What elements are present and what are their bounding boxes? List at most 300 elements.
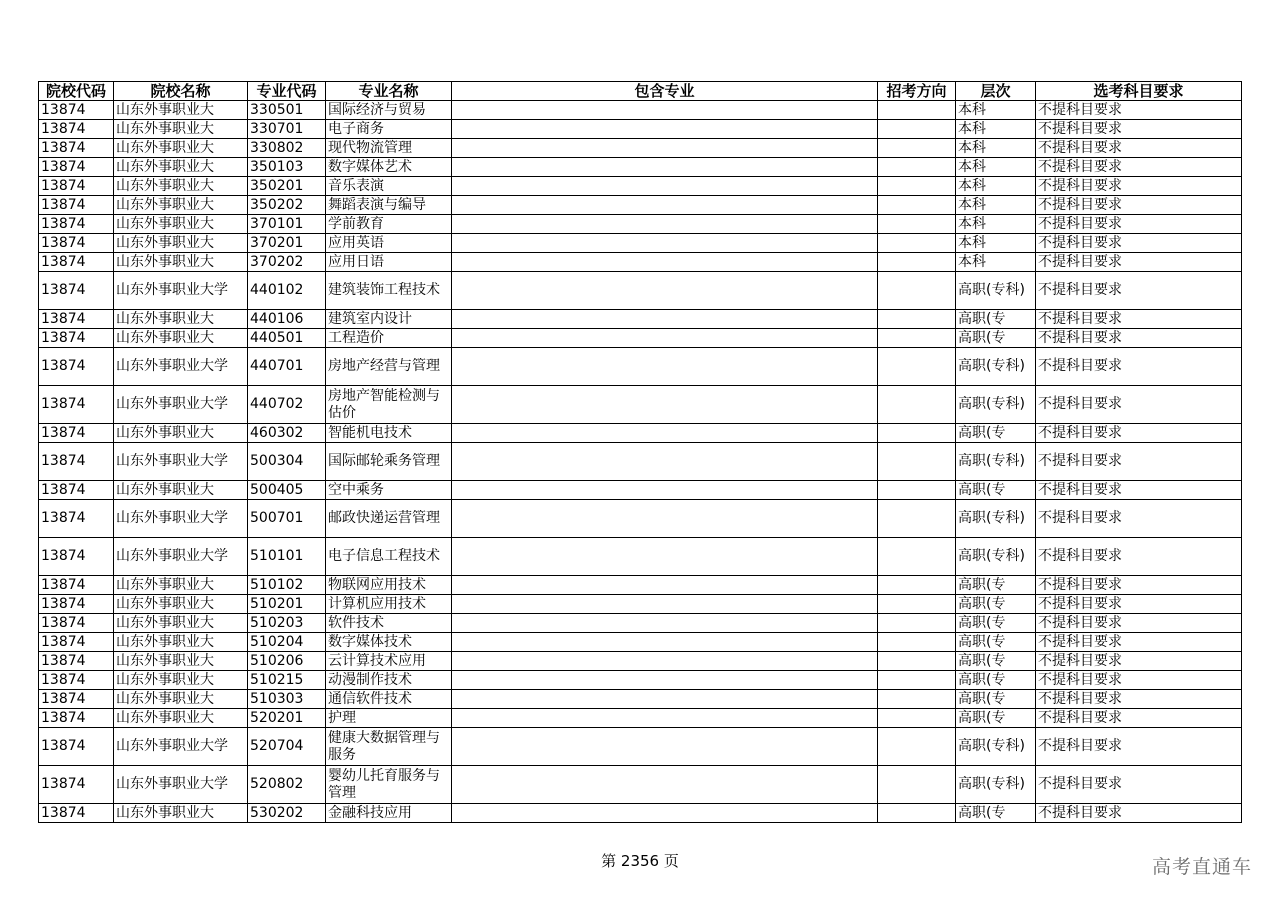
table-row bbox=[39, 652, 1242, 671]
cell-included-majors bbox=[452, 101, 878, 120]
cell-level: 高职(专 bbox=[956, 709, 1036, 728]
cell-direction bbox=[878, 101, 956, 120]
cell-school-code: 13874 bbox=[39, 576, 114, 595]
cell-direction bbox=[878, 158, 956, 177]
cell-included-majors bbox=[452, 690, 878, 709]
cell-level bbox=[956, 272, 1036, 310]
cell-school-name: 山东外事职业大 bbox=[114, 234, 248, 253]
cell-major-code: 520201 bbox=[248, 709, 326, 728]
table-row bbox=[39, 538, 1242, 576]
cell-level: 高职(专 bbox=[956, 804, 1036, 823]
cell-school-name-text: 山东外事职业大学 bbox=[116, 358, 228, 374]
cell-major-code: 330802 bbox=[248, 139, 326, 158]
cell-major-name bbox=[326, 500, 452, 538]
cell-major-name: 软件技术 bbox=[326, 614, 452, 633]
cell-school-name: 山东外事职业大 bbox=[114, 709, 248, 728]
cell-major-code: 440102 bbox=[248, 272, 326, 310]
table-row bbox=[39, 424, 1242, 443]
cell-included-majors bbox=[452, 538, 878, 576]
cell-school-name-text: 山东外事职业大学 bbox=[116, 548, 228, 564]
cell-major-name: 空中乘务 bbox=[326, 481, 452, 500]
cell-major-name bbox=[326, 728, 452, 766]
cell-major-name: 电子商务 bbox=[326, 120, 452, 139]
cell-level: 本科 bbox=[956, 120, 1036, 139]
cell-major-name-text: 国际邮轮乘务管理 bbox=[328, 453, 440, 469]
cell-included-majors bbox=[452, 272, 878, 310]
page-number: 第 2356 页 bbox=[601, 852, 679, 870]
cell-major-name: 金融科技应用 bbox=[326, 804, 452, 823]
table-row bbox=[39, 253, 1242, 272]
cell-school-code: 13874 bbox=[39, 671, 114, 690]
cell-level bbox=[956, 500, 1036, 538]
cell-subject-requirement: 不提科目要求 bbox=[1036, 424, 1242, 443]
cell-subject-requirement: 不提科目要求 bbox=[1036, 310, 1242, 329]
cell-major-name: 云计算技术应用 bbox=[326, 652, 452, 671]
cell-included-majors bbox=[452, 595, 878, 614]
cell-school-code: 13874 bbox=[39, 139, 114, 158]
cell-major-code: 510102 bbox=[248, 576, 326, 595]
table-row bbox=[39, 272, 1242, 310]
cell-school-code: 13874 bbox=[39, 386, 114, 424]
cell-direction bbox=[878, 329, 956, 348]
cell-major-code: 500304 bbox=[248, 443, 326, 481]
cell-level: 本科 bbox=[956, 234, 1036, 253]
cell-direction bbox=[878, 120, 956, 139]
cell-level-text: 高职(专科) bbox=[958, 282, 1025, 298]
cell-direction bbox=[878, 424, 956, 443]
cell-major-name: 数字媒体技术 bbox=[326, 633, 452, 652]
cell-major-name-text: 房地产智能检测与估价 bbox=[328, 387, 440, 421]
cell-major-name: 物联网应用技术 bbox=[326, 576, 452, 595]
cell-major-name bbox=[326, 766, 452, 804]
cell-subject-requirement: 不提科目要求 bbox=[1036, 272, 1242, 310]
cell-major-name-text: 邮政快递运营管理 bbox=[328, 510, 440, 526]
cell-level: 高职(专 bbox=[956, 310, 1036, 329]
cell-direction bbox=[878, 652, 956, 671]
cell-major-name: 国际经济与贸易 bbox=[326, 101, 452, 120]
cell-school-code: 13874 bbox=[39, 652, 114, 671]
cell-major-code: 440106 bbox=[248, 310, 326, 329]
cell-major-name bbox=[326, 386, 452, 424]
cell-school-name: 山东外事职业大 bbox=[114, 177, 248, 196]
cell-school-code: 13874 bbox=[39, 500, 114, 538]
cell-direction bbox=[878, 614, 956, 633]
cell-direction bbox=[878, 253, 956, 272]
cell-school-code: 13874 bbox=[39, 253, 114, 272]
cell-level: 高职(专 bbox=[956, 652, 1036, 671]
cell-included-majors bbox=[452, 139, 878, 158]
cell-school-code: 13874 bbox=[39, 728, 114, 766]
cell-subject-requirement: 不提科目要求 bbox=[1036, 234, 1242, 253]
majors-table bbox=[38, 81, 1242, 823]
cell-direction bbox=[878, 215, 956, 234]
cell-major-code: 370101 bbox=[248, 215, 326, 234]
cell-school-name: 山东外事职业大 bbox=[114, 196, 248, 215]
cell-major-code: 530202 bbox=[248, 804, 326, 823]
cell-level bbox=[956, 728, 1036, 766]
cell-school-name: 山东外事职业大 bbox=[114, 576, 248, 595]
table-row bbox=[39, 348, 1242, 386]
cell-major-code: 460302 bbox=[248, 424, 326, 443]
cell-subject-requirement: 不提科目要求 bbox=[1036, 500, 1242, 538]
cell-level-text: 高职(专科) bbox=[958, 453, 1025, 469]
cell-direction bbox=[878, 690, 956, 709]
cell-level: 高职(专 bbox=[956, 481, 1036, 500]
cell-school-code: 13874 bbox=[39, 101, 114, 120]
header-subject-requirement: 选考科目要求 bbox=[1036, 82, 1242, 101]
cell-school-code: 13874 bbox=[39, 310, 114, 329]
cell-subject-requirement: 不提科目要求 bbox=[1036, 804, 1242, 823]
cell-major-code: 350201 bbox=[248, 177, 326, 196]
table-row bbox=[39, 576, 1242, 595]
cell-included-majors bbox=[452, 196, 878, 215]
cell-included-majors bbox=[452, 481, 878, 500]
table-row bbox=[39, 101, 1242, 120]
cell-major-name bbox=[326, 272, 452, 310]
cell-school-code: 13874 bbox=[39, 595, 114, 614]
cell-direction bbox=[878, 709, 956, 728]
cell-major-name: 舞蹈表演与编导 bbox=[326, 196, 452, 215]
cell-subject-requirement: 不提科目要求 bbox=[1036, 158, 1242, 177]
cell-direction bbox=[878, 671, 956, 690]
cell-school-code: 13874 bbox=[39, 329, 114, 348]
watermark-logo: 高考直通车 bbox=[1151, 856, 1252, 878]
cell-level: 本科 bbox=[956, 139, 1036, 158]
cell-school-name-text: 山东外事职业大学 bbox=[116, 453, 228, 469]
cell-subject-requirement: 不提科目要求 bbox=[1036, 215, 1242, 234]
cell-school-name bbox=[114, 272, 248, 310]
cell-level-text: 高职(专科) bbox=[958, 548, 1025, 564]
cell-major-name: 音乐表演 bbox=[326, 177, 452, 196]
cell-subject-requirement: 不提科目要求 bbox=[1036, 120, 1242, 139]
table-row bbox=[39, 709, 1242, 728]
cell-level bbox=[956, 766, 1036, 804]
cell-included-majors bbox=[452, 443, 878, 481]
cell-level bbox=[956, 538, 1036, 576]
cell-level bbox=[956, 386, 1036, 424]
cell-major-name bbox=[326, 348, 452, 386]
cell-level: 本科 bbox=[956, 196, 1036, 215]
cell-subject-requirement: 不提科目要求 bbox=[1036, 690, 1242, 709]
cell-level: 高职(专 bbox=[956, 595, 1036, 614]
cell-direction bbox=[878, 595, 956, 614]
table-row bbox=[39, 614, 1242, 633]
table-row bbox=[39, 158, 1242, 177]
cell-major-code: 520704 bbox=[248, 728, 326, 766]
cell-subject-requirement: 不提科目要求 bbox=[1036, 652, 1242, 671]
cell-school-code: 13874 bbox=[39, 234, 114, 253]
cell-included-majors bbox=[452, 804, 878, 823]
cell-school-name-text: 山东外事职业大学 bbox=[116, 738, 228, 754]
cell-direction bbox=[878, 766, 956, 804]
cell-major-code: 510215 bbox=[248, 671, 326, 690]
table-row bbox=[39, 728, 1242, 766]
cell-major-code: 510206 bbox=[248, 652, 326, 671]
cell-school-code: 13874 bbox=[39, 272, 114, 310]
cell-subject-requirement: 不提科目要求 bbox=[1036, 177, 1242, 196]
cell-level-text: 高职(专科) bbox=[958, 738, 1025, 754]
cell-school-name bbox=[114, 386, 248, 424]
cell-direction bbox=[878, 386, 956, 424]
cell-level: 本科 bbox=[956, 215, 1036, 234]
cell-direction bbox=[878, 728, 956, 766]
cell-direction bbox=[878, 500, 956, 538]
cell-major-code: 510204 bbox=[248, 633, 326, 652]
cell-major-code: 510203 bbox=[248, 614, 326, 633]
cell-level: 高职(专 bbox=[956, 633, 1036, 652]
cell-school-code: 13874 bbox=[39, 481, 114, 500]
cell-included-majors bbox=[452, 424, 878, 443]
cell-school-name-text: 山东外事职业大学 bbox=[116, 396, 228, 412]
cell-major-code: 500405 bbox=[248, 481, 326, 500]
cell-major-code: 350202 bbox=[248, 196, 326, 215]
cell-school-name: 山东外事职业大 bbox=[114, 158, 248, 177]
cell-level bbox=[956, 348, 1036, 386]
cell-included-majors bbox=[452, 234, 878, 253]
cell-subject-requirement: 不提科目要求 bbox=[1036, 766, 1242, 804]
table-row bbox=[39, 804, 1242, 823]
cell-school-name: 山东外事职业大 bbox=[114, 595, 248, 614]
cell-direction bbox=[878, 538, 956, 576]
header-row bbox=[39, 82, 1242, 101]
cell-school-name: 山东外事职业大 bbox=[114, 310, 248, 329]
cell-included-majors bbox=[452, 728, 878, 766]
cell-major-name-text: 健康大数据管理与服务 bbox=[328, 729, 440, 763]
cell-subject-requirement: 不提科目要求 bbox=[1036, 538, 1242, 576]
cell-school-name: 山东外事职业大 bbox=[114, 139, 248, 158]
cell-level-text: 高职(专科) bbox=[958, 358, 1025, 374]
cell-included-majors bbox=[452, 215, 878, 234]
header-level: 层次 bbox=[956, 82, 1036, 101]
cell-level-text: 高职(专科) bbox=[958, 396, 1025, 412]
cell-level: 本科 bbox=[956, 253, 1036, 272]
cell-major-name bbox=[326, 538, 452, 576]
cell-level: 高职(专 bbox=[956, 690, 1036, 709]
cell-direction bbox=[878, 177, 956, 196]
cell-school-code: 13874 bbox=[39, 690, 114, 709]
cell-school-name: 山东外事职业大 bbox=[114, 614, 248, 633]
cell-major-code: 510101 bbox=[248, 538, 326, 576]
cell-included-majors bbox=[452, 614, 878, 633]
table-row bbox=[39, 215, 1242, 234]
cell-included-majors bbox=[452, 671, 878, 690]
cell-major-name-text: 婴幼儿托育服务与管理 bbox=[328, 767, 440, 801]
cell-included-majors bbox=[452, 500, 878, 538]
cell-included-majors bbox=[452, 348, 878, 386]
cell-school-code: 13874 bbox=[39, 443, 114, 481]
cell-included-majors bbox=[452, 253, 878, 272]
cell-school-code: 13874 bbox=[39, 538, 114, 576]
cell-direction bbox=[878, 139, 956, 158]
cell-major-name: 计算机应用技术 bbox=[326, 595, 452, 614]
cell-major-name: 现代物流管理 bbox=[326, 139, 452, 158]
cell-level: 高职(专 bbox=[956, 424, 1036, 443]
cell-level-text: 高职(专科) bbox=[958, 510, 1025, 526]
cell-major-name: 数字媒体艺术 bbox=[326, 158, 452, 177]
table-row bbox=[39, 139, 1242, 158]
cell-school-code: 13874 bbox=[39, 196, 114, 215]
cell-major-name: 通信软件技术 bbox=[326, 690, 452, 709]
cell-included-majors bbox=[452, 158, 878, 177]
cell-school-name: 山东外事职业大 bbox=[114, 481, 248, 500]
cell-direction bbox=[878, 272, 956, 310]
cell-included-majors bbox=[452, 177, 878, 196]
cell-level: 高职(专 bbox=[956, 614, 1036, 633]
cell-major-name: 应用英语 bbox=[326, 234, 452, 253]
cell-subject-requirement: 不提科目要求 bbox=[1036, 329, 1242, 348]
cell-school-name bbox=[114, 500, 248, 538]
cell-school-code: 13874 bbox=[39, 348, 114, 386]
cell-direction bbox=[878, 348, 956, 386]
cell-school-code: 13874 bbox=[39, 614, 114, 633]
cell-school-code: 13874 bbox=[39, 177, 114, 196]
cell-included-majors bbox=[452, 652, 878, 671]
cell-subject-requirement: 不提科目要求 bbox=[1036, 595, 1242, 614]
cell-major-code: 440501 bbox=[248, 329, 326, 348]
cell-major-code: 500701 bbox=[248, 500, 326, 538]
table-body bbox=[39, 101, 1242, 823]
cell-school-name: 山东外事职业大 bbox=[114, 690, 248, 709]
cell-included-majors bbox=[452, 633, 878, 652]
cell-school-name bbox=[114, 728, 248, 766]
cell-level: 本科 bbox=[956, 101, 1036, 120]
cell-school-name: 山东外事职业大 bbox=[114, 652, 248, 671]
cell-subject-requirement: 不提科目要求 bbox=[1036, 633, 1242, 652]
cell-major-code: 330701 bbox=[248, 120, 326, 139]
cell-direction bbox=[878, 481, 956, 500]
cell-school-name bbox=[114, 348, 248, 386]
cell-major-name-text: 建筑装饰工程技术 bbox=[328, 282, 440, 298]
cell-major-code: 330501 bbox=[248, 101, 326, 120]
cell-subject-requirement: 不提科目要求 bbox=[1036, 196, 1242, 215]
cell-direction bbox=[878, 443, 956, 481]
cell-level: 高职(专 bbox=[956, 576, 1036, 595]
cell-subject-requirement: 不提科目要求 bbox=[1036, 728, 1242, 766]
cell-school-code: 13874 bbox=[39, 633, 114, 652]
cell-school-name: 山东外事职业大 bbox=[114, 804, 248, 823]
cell-subject-requirement: 不提科目要求 bbox=[1036, 101, 1242, 120]
cell-direction bbox=[878, 576, 956, 595]
cell-included-majors bbox=[452, 310, 878, 329]
cell-level: 本科 bbox=[956, 158, 1036, 177]
cell-direction bbox=[878, 234, 956, 253]
cell-major-code: 520802 bbox=[248, 766, 326, 804]
header-school-code: 院校代码 bbox=[39, 82, 114, 101]
cell-school-code: 13874 bbox=[39, 158, 114, 177]
cell-school-code: 13874 bbox=[39, 120, 114, 139]
table-row bbox=[39, 310, 1242, 329]
table-row bbox=[39, 633, 1242, 652]
cell-school-name bbox=[114, 443, 248, 481]
table-row bbox=[39, 329, 1242, 348]
cell-school-name: 山东外事职业大 bbox=[114, 424, 248, 443]
table-row bbox=[39, 500, 1242, 538]
table-row bbox=[39, 386, 1242, 424]
table-row bbox=[39, 690, 1242, 709]
cell-major-name: 学前教育 bbox=[326, 215, 452, 234]
cell-major-name: 建筑室内设计 bbox=[326, 310, 452, 329]
cell-major-code: 440701 bbox=[248, 348, 326, 386]
cell-major-code: 510303 bbox=[248, 690, 326, 709]
cell-school-name-text: 山东外事职业大学 bbox=[116, 510, 228, 526]
header-major-code: 专业代码 bbox=[248, 82, 326, 101]
cell-school-name: 山东外事职业大 bbox=[114, 633, 248, 652]
cell-included-majors bbox=[452, 576, 878, 595]
header-school-name: 院校名称 bbox=[114, 82, 248, 101]
cell-subject-requirement: 不提科目要求 bbox=[1036, 348, 1242, 386]
cell-school-name-text: 山东外事职业大学 bbox=[116, 282, 228, 298]
header-major-name: 专业名称 bbox=[326, 82, 452, 101]
table-row bbox=[39, 120, 1242, 139]
table-row bbox=[39, 196, 1242, 215]
cell-subject-requirement: 不提科目要求 bbox=[1036, 671, 1242, 690]
cell-major-name: 护理 bbox=[326, 709, 452, 728]
cell-school-name bbox=[114, 538, 248, 576]
cell-school-code: 13874 bbox=[39, 766, 114, 804]
cell-included-majors bbox=[452, 766, 878, 804]
cell-subject-requirement: 不提科目要求 bbox=[1036, 576, 1242, 595]
cell-major-name-text: 房地产经营与管理 bbox=[328, 358, 440, 374]
cell-major-name bbox=[326, 443, 452, 481]
cell-school-name: 山东外事职业大 bbox=[114, 101, 248, 120]
cell-major-code: 370202 bbox=[248, 253, 326, 272]
table-row bbox=[39, 671, 1242, 690]
cell-level: 高职(专 bbox=[956, 671, 1036, 690]
cell-major-code: 370201 bbox=[248, 234, 326, 253]
cell-level-text: 高职(专科) bbox=[958, 776, 1025, 792]
table-row bbox=[39, 177, 1242, 196]
header-direction: 招考方向 bbox=[878, 82, 956, 101]
table-row bbox=[39, 443, 1242, 481]
cell-major-code: 440702 bbox=[248, 386, 326, 424]
cell-major-name: 动漫制作技术 bbox=[326, 671, 452, 690]
cell-school-code: 13874 bbox=[39, 215, 114, 234]
cell-level: 高职(专 bbox=[956, 329, 1036, 348]
cell-major-code: 510201 bbox=[248, 595, 326, 614]
cell-major-name: 智能机电技术 bbox=[326, 424, 452, 443]
cell-school-name: 山东外事职业大 bbox=[114, 671, 248, 690]
cell-school-code: 13874 bbox=[39, 424, 114, 443]
cell-subject-requirement: 不提科目要求 bbox=[1036, 253, 1242, 272]
cell-major-name: 工程造价 bbox=[326, 329, 452, 348]
cell-direction bbox=[878, 633, 956, 652]
cell-school-name bbox=[114, 766, 248, 804]
cell-direction bbox=[878, 196, 956, 215]
cell-school-name: 山东外事职业大 bbox=[114, 253, 248, 272]
cell-major-name-text: 电子信息工程技术 bbox=[328, 548, 440, 564]
cell-subject-requirement: 不提科目要求 bbox=[1036, 614, 1242, 633]
cell-school-code: 13874 bbox=[39, 804, 114, 823]
cell-direction bbox=[878, 804, 956, 823]
table-row bbox=[39, 766, 1242, 804]
cell-direction bbox=[878, 310, 956, 329]
cell-subject-requirement: 不提科目要求 bbox=[1036, 139, 1242, 158]
cell-major-code: 350103 bbox=[248, 158, 326, 177]
cell-subject-requirement: 不提科目要求 bbox=[1036, 709, 1242, 728]
cell-major-name: 应用日语 bbox=[326, 253, 452, 272]
cell-school-code: 13874 bbox=[39, 709, 114, 728]
cell-subject-requirement: 不提科目要求 bbox=[1036, 443, 1242, 481]
cell-level bbox=[956, 443, 1036, 481]
cell-included-majors bbox=[452, 329, 878, 348]
cell-subject-requirement: 不提科目要求 bbox=[1036, 481, 1242, 500]
cell-school-name: 山东外事职业大 bbox=[114, 215, 248, 234]
header-included-majors: 包含专业 bbox=[452, 82, 878, 101]
table-row bbox=[39, 595, 1242, 614]
cell-included-majors bbox=[452, 120, 878, 139]
cell-level: 本科 bbox=[956, 177, 1036, 196]
cell-included-majors bbox=[452, 386, 878, 424]
